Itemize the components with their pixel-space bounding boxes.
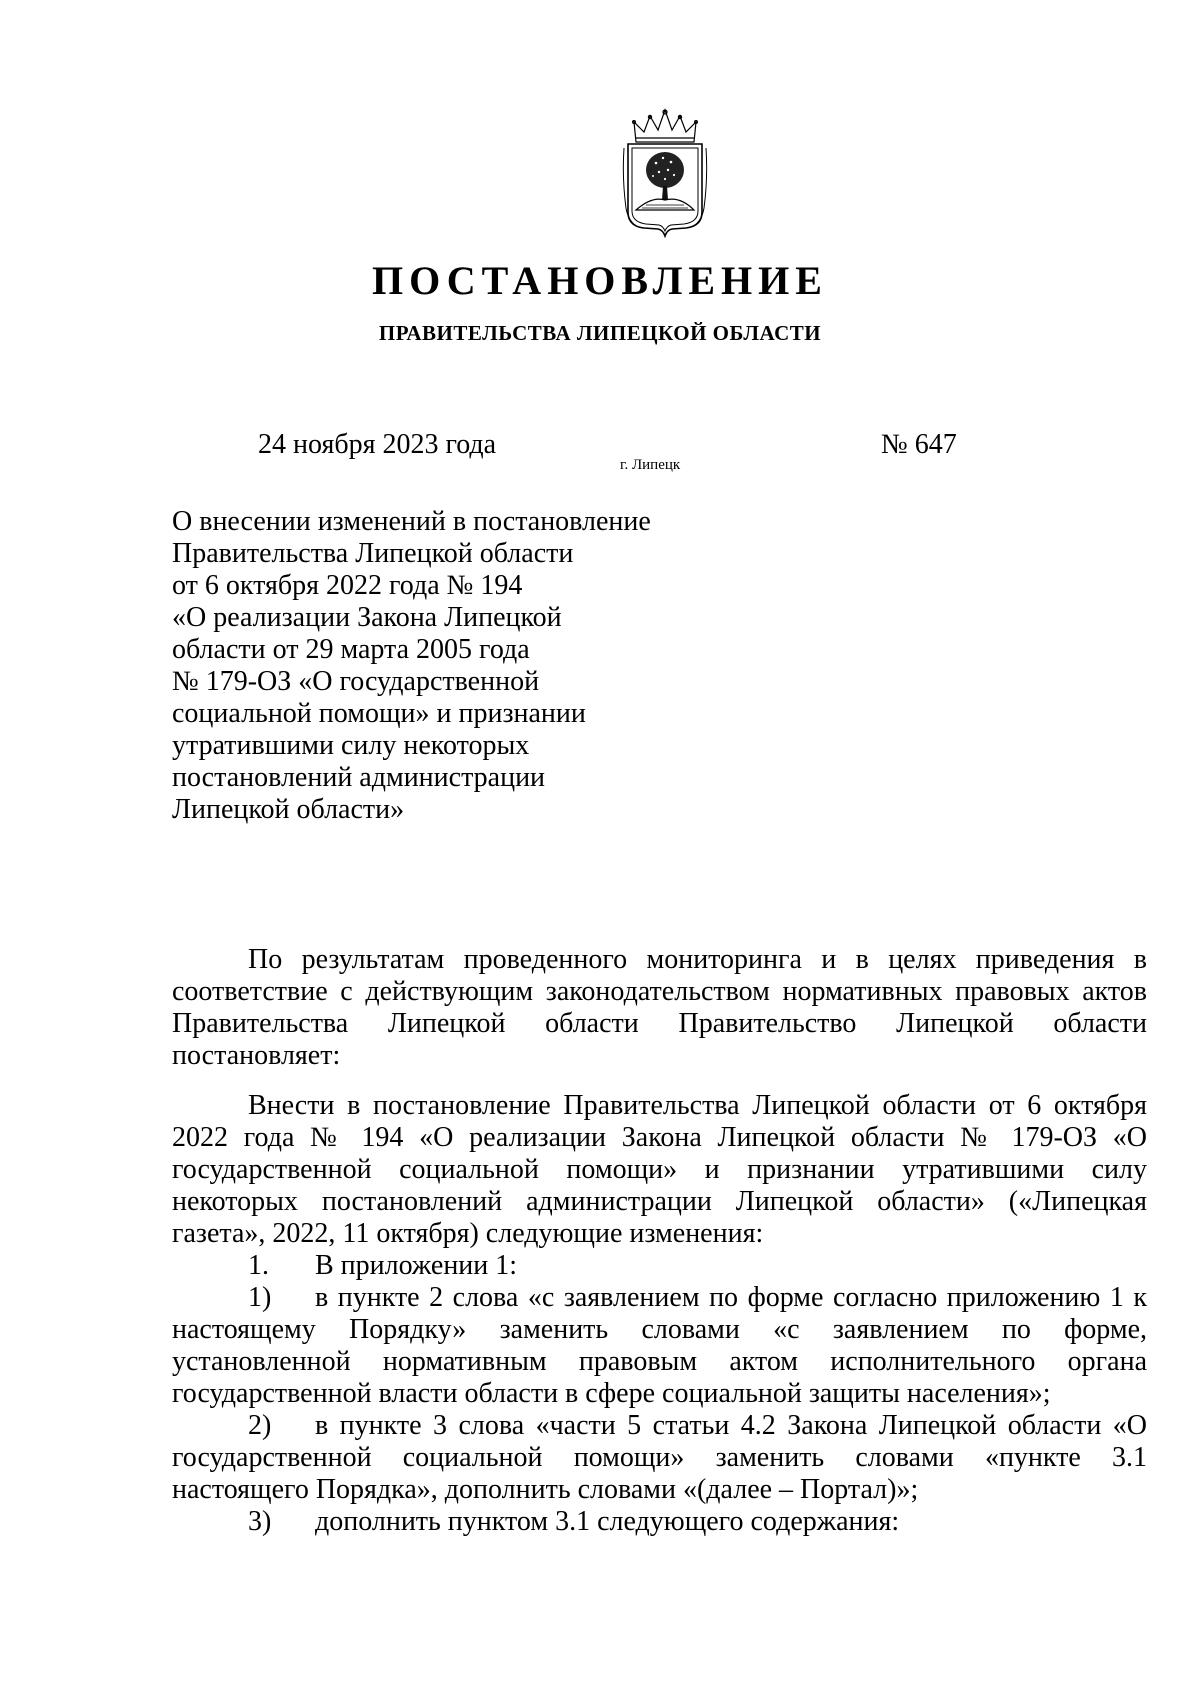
item-text: В приложении 1: <box>315 1250 518 1281</box>
text-line: настоящего Порядка», дополнить словами «(далее – Портал)»; <box>172 1474 919 1505</box>
text-line: настоящему Порядку» заменить словами «с заявлением по форме, <box>172 1314 1147 1345</box>
subject-line: О внесении изменений в постановление <box>172 506 651 537</box>
sub-item-3 <box>172 1506 1147 1538</box>
text-line: государственной социальной помощи» заменить словами «пункте 3.1 <box>172 1442 1147 1473</box>
document-date: 24 ноября 2023 года <box>258 429 497 460</box>
text-line: Правительства Липецкой области Правительство Липецкой области <box>172 1008 1147 1039</box>
document-city: г. Липецк <box>620 457 681 473</box>
subject-line: постановлений администрации <box>172 762 546 793</box>
subject-line: от 6 октября 2022 года № 194 <box>172 570 523 601</box>
document-subject <box>172 506 692 826</box>
subject-line: Правительства Липецкой области <box>172 538 574 569</box>
document-subtitle: ПРАВИТЕЛЬСТВА ЛИПЕЦКОЙ ОБЛАСТИ <box>378 321 822 345</box>
document-body <box>172 944 1147 1538</box>
text-line: Внести в постановление Правительства Липецкой области от 6 октября <box>248 1090 1147 1121</box>
sub-item-2 <box>172 1410 1147 1506</box>
text-line: государственной власти области в сфере социальной защиты населения»; <box>172 1378 1051 1409</box>
item-text: в пункте 3 слова «части 5 статьи 4.2 Закона Липецкой области «О <box>315 1410 1147 1441</box>
subject-line: Липецкой области» <box>172 794 405 825</box>
paragraph-preamble <box>172 944 1147 1072</box>
item-text: дополнить пунктом 3.1 следующего содержания: <box>315 1506 900 1537</box>
subject-line: утратившими силу некоторых <box>172 730 530 761</box>
subject-line: «О реализации Закона Липецкой <box>172 602 562 633</box>
text-line: постановляет: <box>172 1040 341 1071</box>
subject-line: социальной помощи» и признании <box>172 698 586 729</box>
item-number: 1. <box>248 1250 269 1281</box>
text-line: По результатам проведенного мониторинга и в целях приведения в <box>248 944 1147 975</box>
item-number: 1) <box>248 1282 272 1313</box>
text-line: 2022 года № 194 «О реализации Закона Липецкой области № 179-ОЗ «О <box>172 1122 1147 1153</box>
paragraph-resolution <box>172 1090 1147 1250</box>
document-number: № 647 <box>881 429 957 460</box>
text-line: некоторых постановлений администрации Липецкой области» («Липецкая <box>172 1186 1147 1217</box>
text-line: соответствие с действующим законодательством нормативных правовых актов <box>172 976 1147 1007</box>
item-number: 3) <box>248 1506 272 1537</box>
document-title: ПОСТАНОВЛЕНИЕ <box>372 258 828 303</box>
list-item-1 <box>172 1250 1147 1282</box>
item-text: в пункте 2 слова «с заявлением по форме согласно приложению 1 к <box>315 1282 1147 1313</box>
coat-of-arms-emblem <box>622 108 708 238</box>
item-number: 2) <box>248 1410 272 1441</box>
text-line: установленной нормативным правовым актом исполнительного органа <box>172 1346 1147 1377</box>
text-line: государственной социальной помощи» и признании утратившими силу <box>172 1154 1147 1185</box>
subject-line: области от 29 марта 2005 года <box>172 634 530 665</box>
text-line: газета», 2022, 11 октября) следующие изменения: <box>172 1218 764 1249</box>
sub-item-1 <box>172 1282 1147 1410</box>
subject-line: № 179-ОЗ «О государственной <box>172 666 540 697</box>
